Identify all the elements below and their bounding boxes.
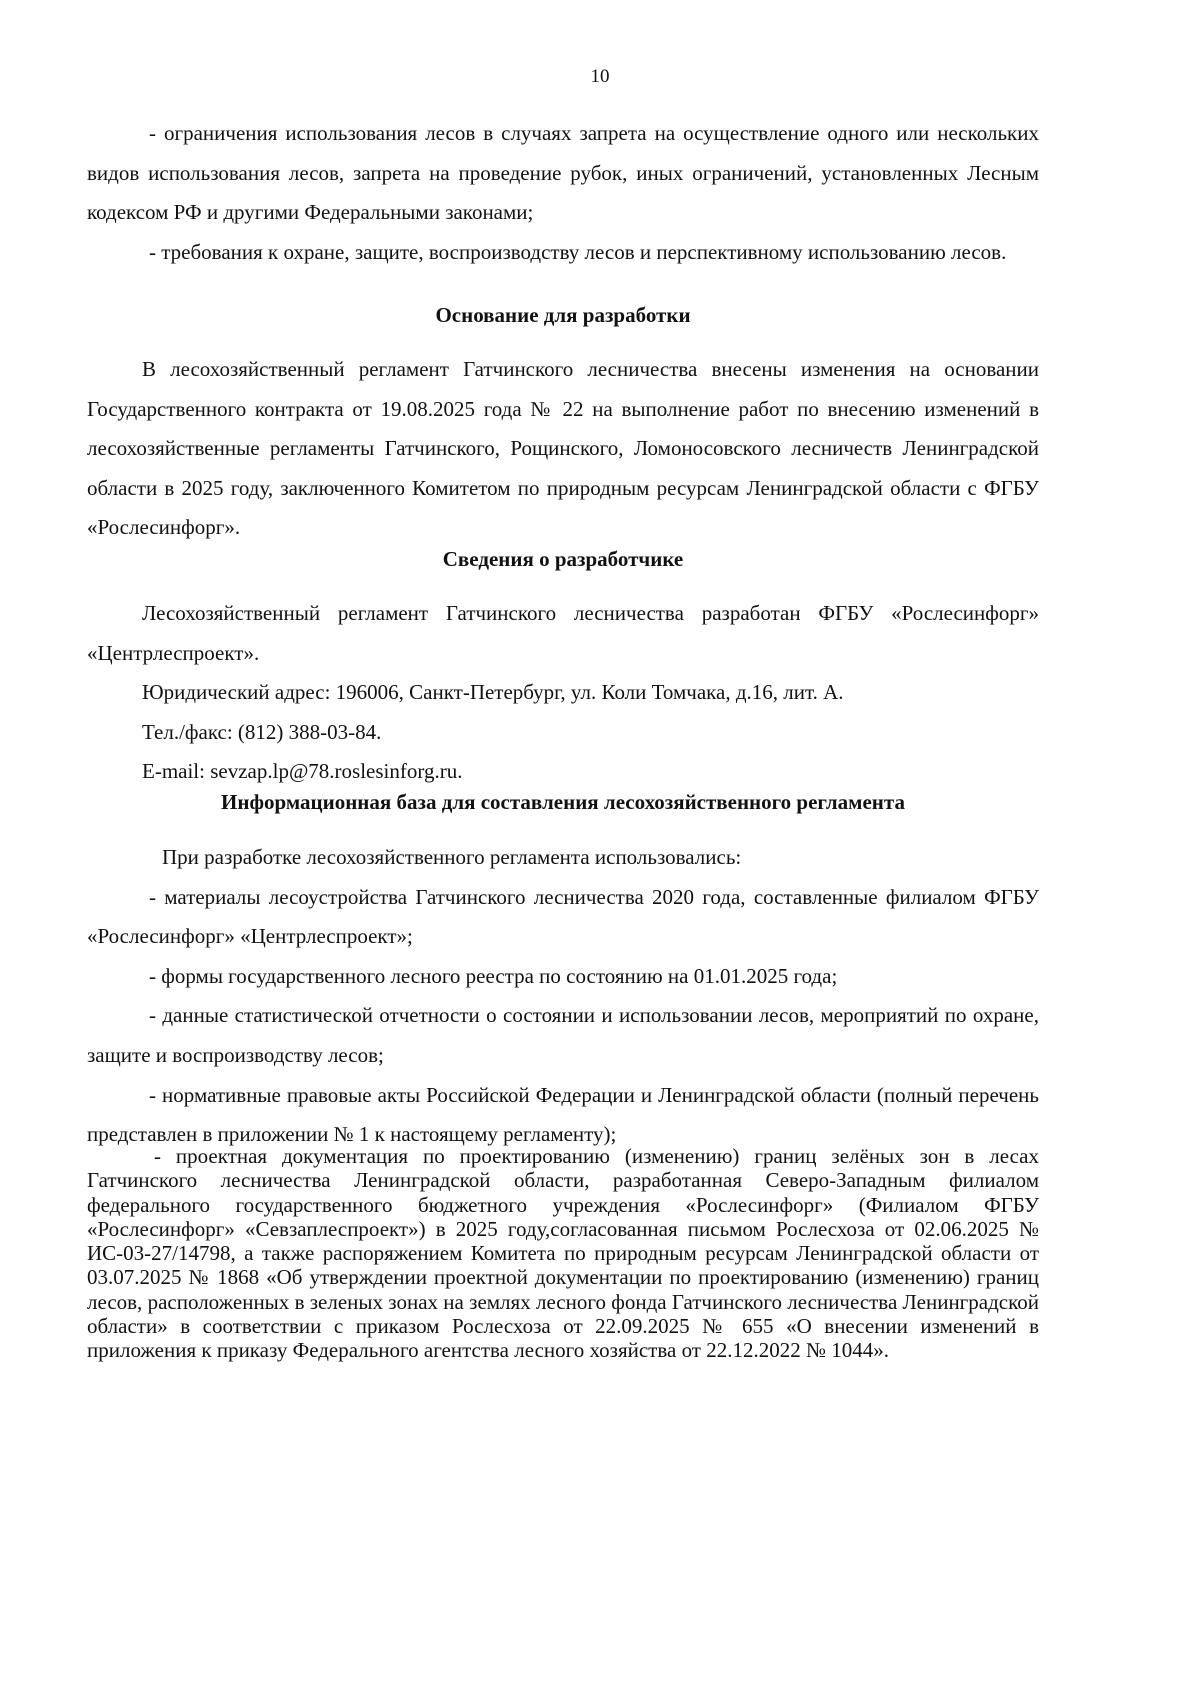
list-item: - нормативные правовые акты Российской Федерации и Ленинградской области (полный перечень представлен в приложении № 1 к настоящему регламенту); (87, 1082, 1039, 1147)
list-item: - материалы лесоустройства Гатчинского лесничества 2020 года, составленные филиалом ФГБУ «Рослесинфорг» «Центрлеспроект»; (87, 884, 1039, 949)
address-line: Юридический адрес: 196006, Санкт-Петербург, ул. Коли Томчака, д.16, лит. А. (142, 680, 844, 705)
developer-body (87, 594, 1039, 792)
paragraph: В лесохозяйственный регламент Гатчинского лесничества внесены изменения на основании Государственного контракта от 19.08.2025 года № 22 на выполнение работ по внесению изменений в лесохозяйственные регламенты Гатчинского, Рощинского, Ломоносовского лесничеств Ленинградской области в 2025 году, заключенного Комитетом по природным ресурсам Ленинградской области с ФГБУ «Рослесинфорг». (87, 357, 1039, 540)
paragraph: Лесохозяйственный регламент Гатчинского лесничества разработан ФГБУ «Рослесинфорг» «Центрлеспроект». (87, 601, 1039, 665)
infobase-body (87, 838, 1039, 1155)
list-item: - ограничения использования лесов в случаях запрета на осуществление одного или нескольких видов использования лесов, запрета на проведение рубок, иных ограничений, установленных Лесным кодексом РФ и другими Федеральными законами; (87, 121, 1039, 225)
basis-body (87, 350, 1039, 548)
intro-list (87, 114, 1039, 272)
list-item: - данные статистической отчетности о состоянии и использовании лесов, мероприятий по охране, защите и воспроизводству лесов; (87, 1003, 1039, 1067)
section-heading: Информационная база для составления лесохозяйственного регламента (221, 790, 905, 814)
infobase-last-item (87, 1144, 1039, 1363)
page-number: 10 (590, 66, 610, 87)
section-heading: Сведения о разработчике (442, 547, 684, 571)
email-line: E-mail: sevzap.lp@78.roslesinforg.ru. (142, 759, 463, 784)
list-item: - проектная документация по проектированию (изменению) границ зелёных зон в лесах Гатчинского лесничества Ленинградской области, разработанная Северо-Западным филиалом федерального государственного бюджетного учреждения «Рослесинфорг» (Филиалом ФГБУ «Рослесинфорг» «Севзаплеспроект») в 2025 году,согласованная письмом Рослесхоза от 02.06.2025 № ИС-03-27/14798, а также распоряжением Комитета по природным ресурсам Ленинградской области от 03.07.2025 № 1868 «Об утверждении проектной документации по проектированию (изменению) границ лесов, расположенных в зеленых зонах на землях лесного фонда Гатчинского лесничества Ленинградской области» в соответствии с приказом Рослесхоза от 22.09.2025 № 655 «О внесении изменений в приложения к приказу Федерального агентства лесного хозяйства от 22.12.2022 № 1044». (87, 1144, 1039, 1363)
list-item: - формы государственного лесного реестра по состоянию на 01.01.2025 года; (149, 963, 838, 988)
phone-line: Тел./факс: (812) 388-03-84. (142, 719, 382, 744)
infobase-section (87, 789, 1039, 815)
basis-section (87, 302, 1039, 328)
developer-section (87, 546, 1039, 572)
section-heading: Основание для разработки (435, 303, 691, 327)
list-item: - требования к охране, защите, воспроизводству лесов и перспективному использованию лесов. (149, 239, 1007, 264)
paragraph: При разработке лесохозяйственного регламента использовались: (162, 845, 742, 869)
